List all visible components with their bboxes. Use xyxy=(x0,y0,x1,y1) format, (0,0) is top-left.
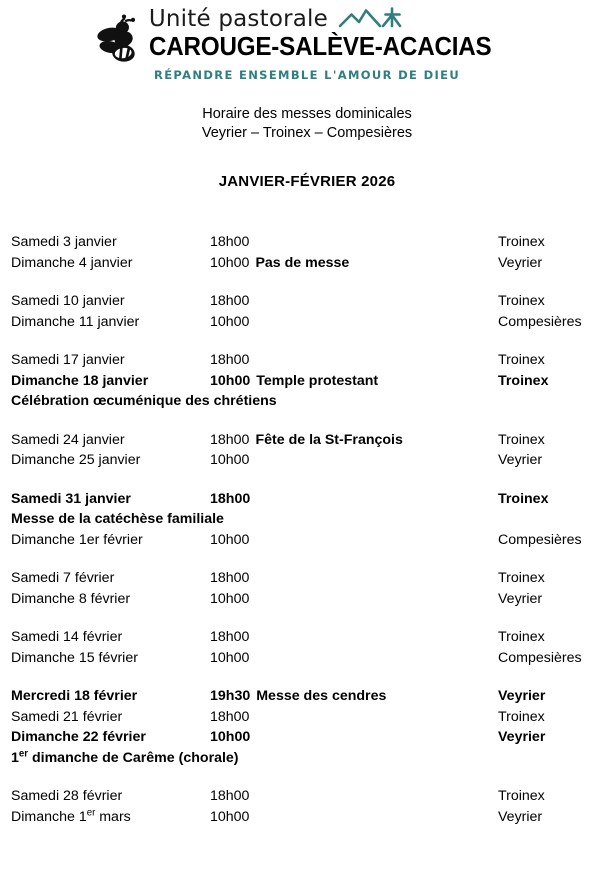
organization-logo xyxy=(0,0,614,83)
schedule-row-time: 10h00 xyxy=(210,808,250,825)
schedule-row-date: Dimanche 18 janvier xyxy=(11,372,149,389)
schedule-row-time: 10h00 Temple protestant xyxy=(210,372,379,389)
schedule-row-place: Troinex xyxy=(498,788,545,804)
schedule-row-place: Troinex xyxy=(498,570,545,586)
mass-schedule-list xyxy=(0,232,614,827)
logo-tagline-text: RÉPANDRE ENSEMBLE L'AMOUR DE DIEU xyxy=(153,68,461,82)
schedule-row-place: Compesières xyxy=(498,313,582,330)
schedule-row-date: Mercredi 18 février xyxy=(11,688,138,704)
schedule-row-event: Temple protestant xyxy=(256,372,379,389)
schedule-row-place: Veyrier xyxy=(498,254,543,271)
schedule-row xyxy=(11,253,604,274)
schedule-row xyxy=(11,648,604,669)
schedule-row-place: Troinex xyxy=(498,352,545,368)
schedule-row-place: Veyrier xyxy=(498,590,543,607)
schedule-row xyxy=(11,371,604,392)
schedule-row-time: 18h00 xyxy=(210,490,251,507)
schedule-row-date: Samedi 31 janvier xyxy=(11,490,131,507)
schedule-row-time: 10h00 xyxy=(210,531,250,548)
schedule-row-date: Dimanche 15 février xyxy=(11,649,138,666)
schedule-row-place: Veyrier xyxy=(498,452,543,468)
logo-row xyxy=(97,6,517,64)
schedule-row-date: Dimanche 11 janvier xyxy=(11,313,140,330)
schedule-block xyxy=(11,291,604,332)
schedule-row-time: 18h00 xyxy=(210,788,250,804)
schedule-row-place: Compesières xyxy=(498,531,582,548)
schedule-row-date: Samedi 17 janvier xyxy=(11,352,125,368)
schedule-row-place: Troinex xyxy=(498,431,545,448)
schedule-block xyxy=(11,627,604,668)
schedule-row xyxy=(11,627,604,648)
page-title-line2: Veyrier – Troinex – Compesières xyxy=(201,125,413,141)
schedule-row-date: Samedi 14 février xyxy=(11,629,123,645)
schedule-row-time: 18h00 xyxy=(210,293,250,309)
schedule-row-time: 10h00 xyxy=(210,729,251,745)
schedule-row-place: Veyrier xyxy=(498,729,546,745)
schedule-block xyxy=(11,489,604,551)
schedule-row xyxy=(11,786,604,807)
schedule-row-time: 18h00 xyxy=(210,629,250,645)
logo-parish-name-text: CAROUGE-SALÈVE-ACACIAS xyxy=(148,31,492,61)
logo-wordmark xyxy=(149,6,517,60)
schedule-row-time: 19h30 Messe des cendres xyxy=(210,688,387,704)
schedule-row-place: Troinex xyxy=(498,490,549,507)
schedule-row-time: 18h00 xyxy=(210,708,250,725)
schedule-row-date: Dimanche 4 janvier xyxy=(11,254,133,271)
schedule-row xyxy=(11,430,604,451)
schedule-row-event: Pas de messe xyxy=(255,254,350,271)
schedule-row-date: Dimanche 25 janvier xyxy=(11,452,141,468)
schedule-row xyxy=(11,291,604,312)
page-title-line1: Horaire des messes dominicales xyxy=(202,106,412,122)
schedule-row-date: Samedi 24 janvier xyxy=(11,431,125,448)
schedule-block-note: Célébration œcuménique des chrétiens xyxy=(11,393,277,409)
period-heading: JANVIER-FÉVRIER 2026 xyxy=(218,173,396,190)
schedule-row xyxy=(11,707,604,728)
schedule-row-date: Samedi 28 février xyxy=(11,788,123,804)
schedule-row xyxy=(11,450,604,471)
schedule-row-place: Veyrier xyxy=(498,688,546,704)
schedule-row xyxy=(11,568,604,589)
schedule-row-date: Samedi 21 février xyxy=(11,708,123,725)
schedule-row-date: Dimanche 1er mars xyxy=(11,806,131,825)
schedule-row-place: Troinex xyxy=(498,372,549,389)
schedule-row-place: Troinex xyxy=(498,708,545,725)
bee-icon xyxy=(97,14,143,64)
schedule-row-place: Veyrier xyxy=(498,808,543,825)
schedule-row-place: Troinex xyxy=(498,293,545,309)
schedule-row-time: 10h00 xyxy=(210,590,250,607)
schedule-block xyxy=(11,568,604,609)
schedule-row-place: Troinex xyxy=(498,234,545,250)
schedule-row xyxy=(11,489,604,510)
schedule-block-note: Messe de la catéchèse familiale xyxy=(11,511,224,527)
schedule-block xyxy=(11,232,604,273)
schedule-row-event: Fête de la St-François xyxy=(255,431,403,448)
schedule-row-date: Dimanche 1er février xyxy=(11,531,143,548)
mountain-cross-icon xyxy=(338,6,404,32)
schedule-row-time: 10h00 xyxy=(210,649,250,666)
schedule-row xyxy=(11,727,604,748)
schedule-row xyxy=(11,686,604,707)
schedule-row xyxy=(11,530,604,551)
schedule-row-date: Dimanche 22 février xyxy=(11,729,146,745)
schedule-row-time: 18h00 xyxy=(210,234,250,250)
page-title xyxy=(0,105,614,143)
schedule-row-date: Samedi 3 janvier xyxy=(11,234,117,250)
schedule-block-note: 1er dimanche de Carême (chorale) xyxy=(11,747,239,766)
schedule-row xyxy=(11,807,604,828)
schedule-row-time: 18h00 xyxy=(210,570,250,586)
schedule-row-place: Troinex xyxy=(498,629,545,645)
schedule-block xyxy=(11,686,604,768)
logo-unite-pastorale-text: Unité pastorale xyxy=(148,6,328,32)
logo-line1-row xyxy=(149,6,404,32)
schedule-row xyxy=(11,312,604,333)
schedule-row-time: 10h00 Pas de messe xyxy=(210,254,350,271)
schedule-row xyxy=(11,350,604,371)
schedule-row-time: 10h00 xyxy=(210,313,250,330)
schedule-row-event: Messe des cendres xyxy=(256,688,387,704)
schedule-block xyxy=(11,786,604,827)
schedule-row-place: Compesières xyxy=(498,649,582,666)
schedule-row-time: 18h00 xyxy=(210,352,250,368)
schedule-block xyxy=(11,430,604,471)
schedule-block xyxy=(11,350,604,412)
schedule-row xyxy=(11,589,604,610)
schedule-row-date: Samedi 7 février xyxy=(11,570,115,586)
schedule-row-date: Dimanche 8 février xyxy=(11,590,131,607)
schedule-row-date: Samedi 10 janvier xyxy=(11,293,125,309)
schedule-row xyxy=(11,232,604,253)
schedule-row-time: 10h00 xyxy=(210,452,250,468)
schedule-row-time: 18h00 Fête de la St-François xyxy=(210,431,403,448)
